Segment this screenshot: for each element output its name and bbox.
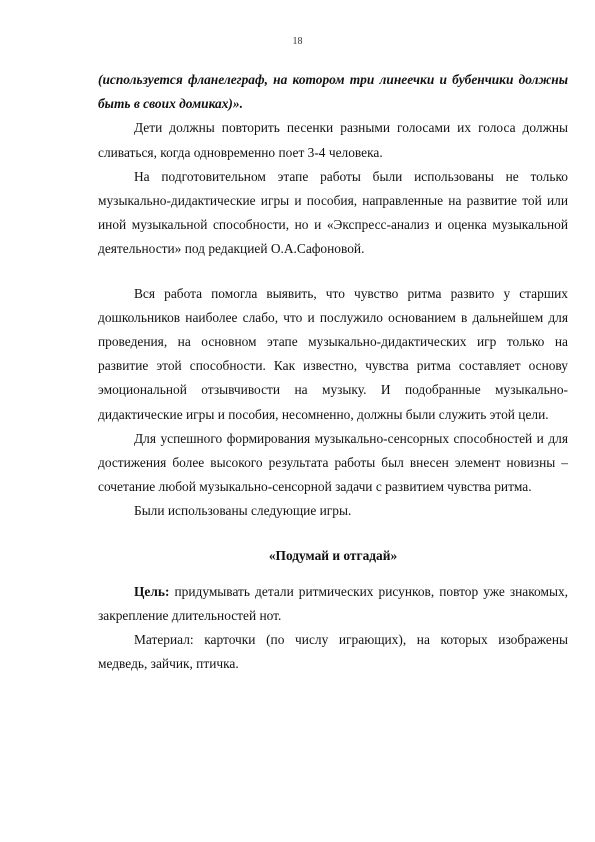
game-title: «Подумай и отгадай» xyxy=(268,547,398,563)
page-number: 18 xyxy=(292,36,303,47)
game-material-label: Материал: xyxy=(134,632,194,648)
game-material xyxy=(98,628,568,676)
game-goal-text: придумывать детали ритмических рисунков, повтор уже знакомых, закрепление длительностей нот. xyxy=(98,583,568,624)
paragraph-novelty: Для успешного формирования музыкально-сенсорных способностей и для достижения более высокого результата работы был внесен элемент новизны – сочетание любой музыкально-сенсорной задачи с развитием чувства ритма. xyxy=(98,430,568,495)
paragraph-games-used: Были использованы следующие игры. xyxy=(134,503,352,519)
spacer xyxy=(98,262,568,282)
document-body xyxy=(98,68,568,677)
spacer xyxy=(98,524,568,544)
game-goal xyxy=(98,580,568,628)
paragraph-preparatory-stage: На подготовительном этапе работы были использованы не только музыкально-дидактические игры и пособия, направленные на развитие той или иной музыкальной способности, но и «Экспресс-анализ и оценка музыкальной деятельности» под редакцией О.А.Сафоновой. xyxy=(98,168,568,257)
spacer xyxy=(98,568,568,580)
game-goal-label: Цель: xyxy=(134,583,170,599)
paragraph-rhythm-findings: Вся работа помогла выявить, что чувство ритма развито у старших дошкольников наиболее слабо, что и послужило основанием в дальнейшем для проведения, на основном этапе музыкально-дидактических игр только на развитие этой способности. Как известно, чувства ритма составляет основу эмоциональной отзывчивости на музыку. И подобранные музыкально-дидактические игры и пособия, несомненно, должны были служить этой цели. xyxy=(98,285,568,422)
intro-italic-paragraph: (используется фланелеграф, на котором три линеечки и бубенчики должны быть в своих домиках)». xyxy=(98,72,568,112)
game-material-text: карточки (по числу играющих), на которых изображены медведь, зайчик, птичка. xyxy=(98,632,568,672)
paragraph-songs: Дети должны повторить песенки разными голосами их голоса должны сливаться, когда одновременно поет 3-4 человека. xyxy=(98,120,568,160)
